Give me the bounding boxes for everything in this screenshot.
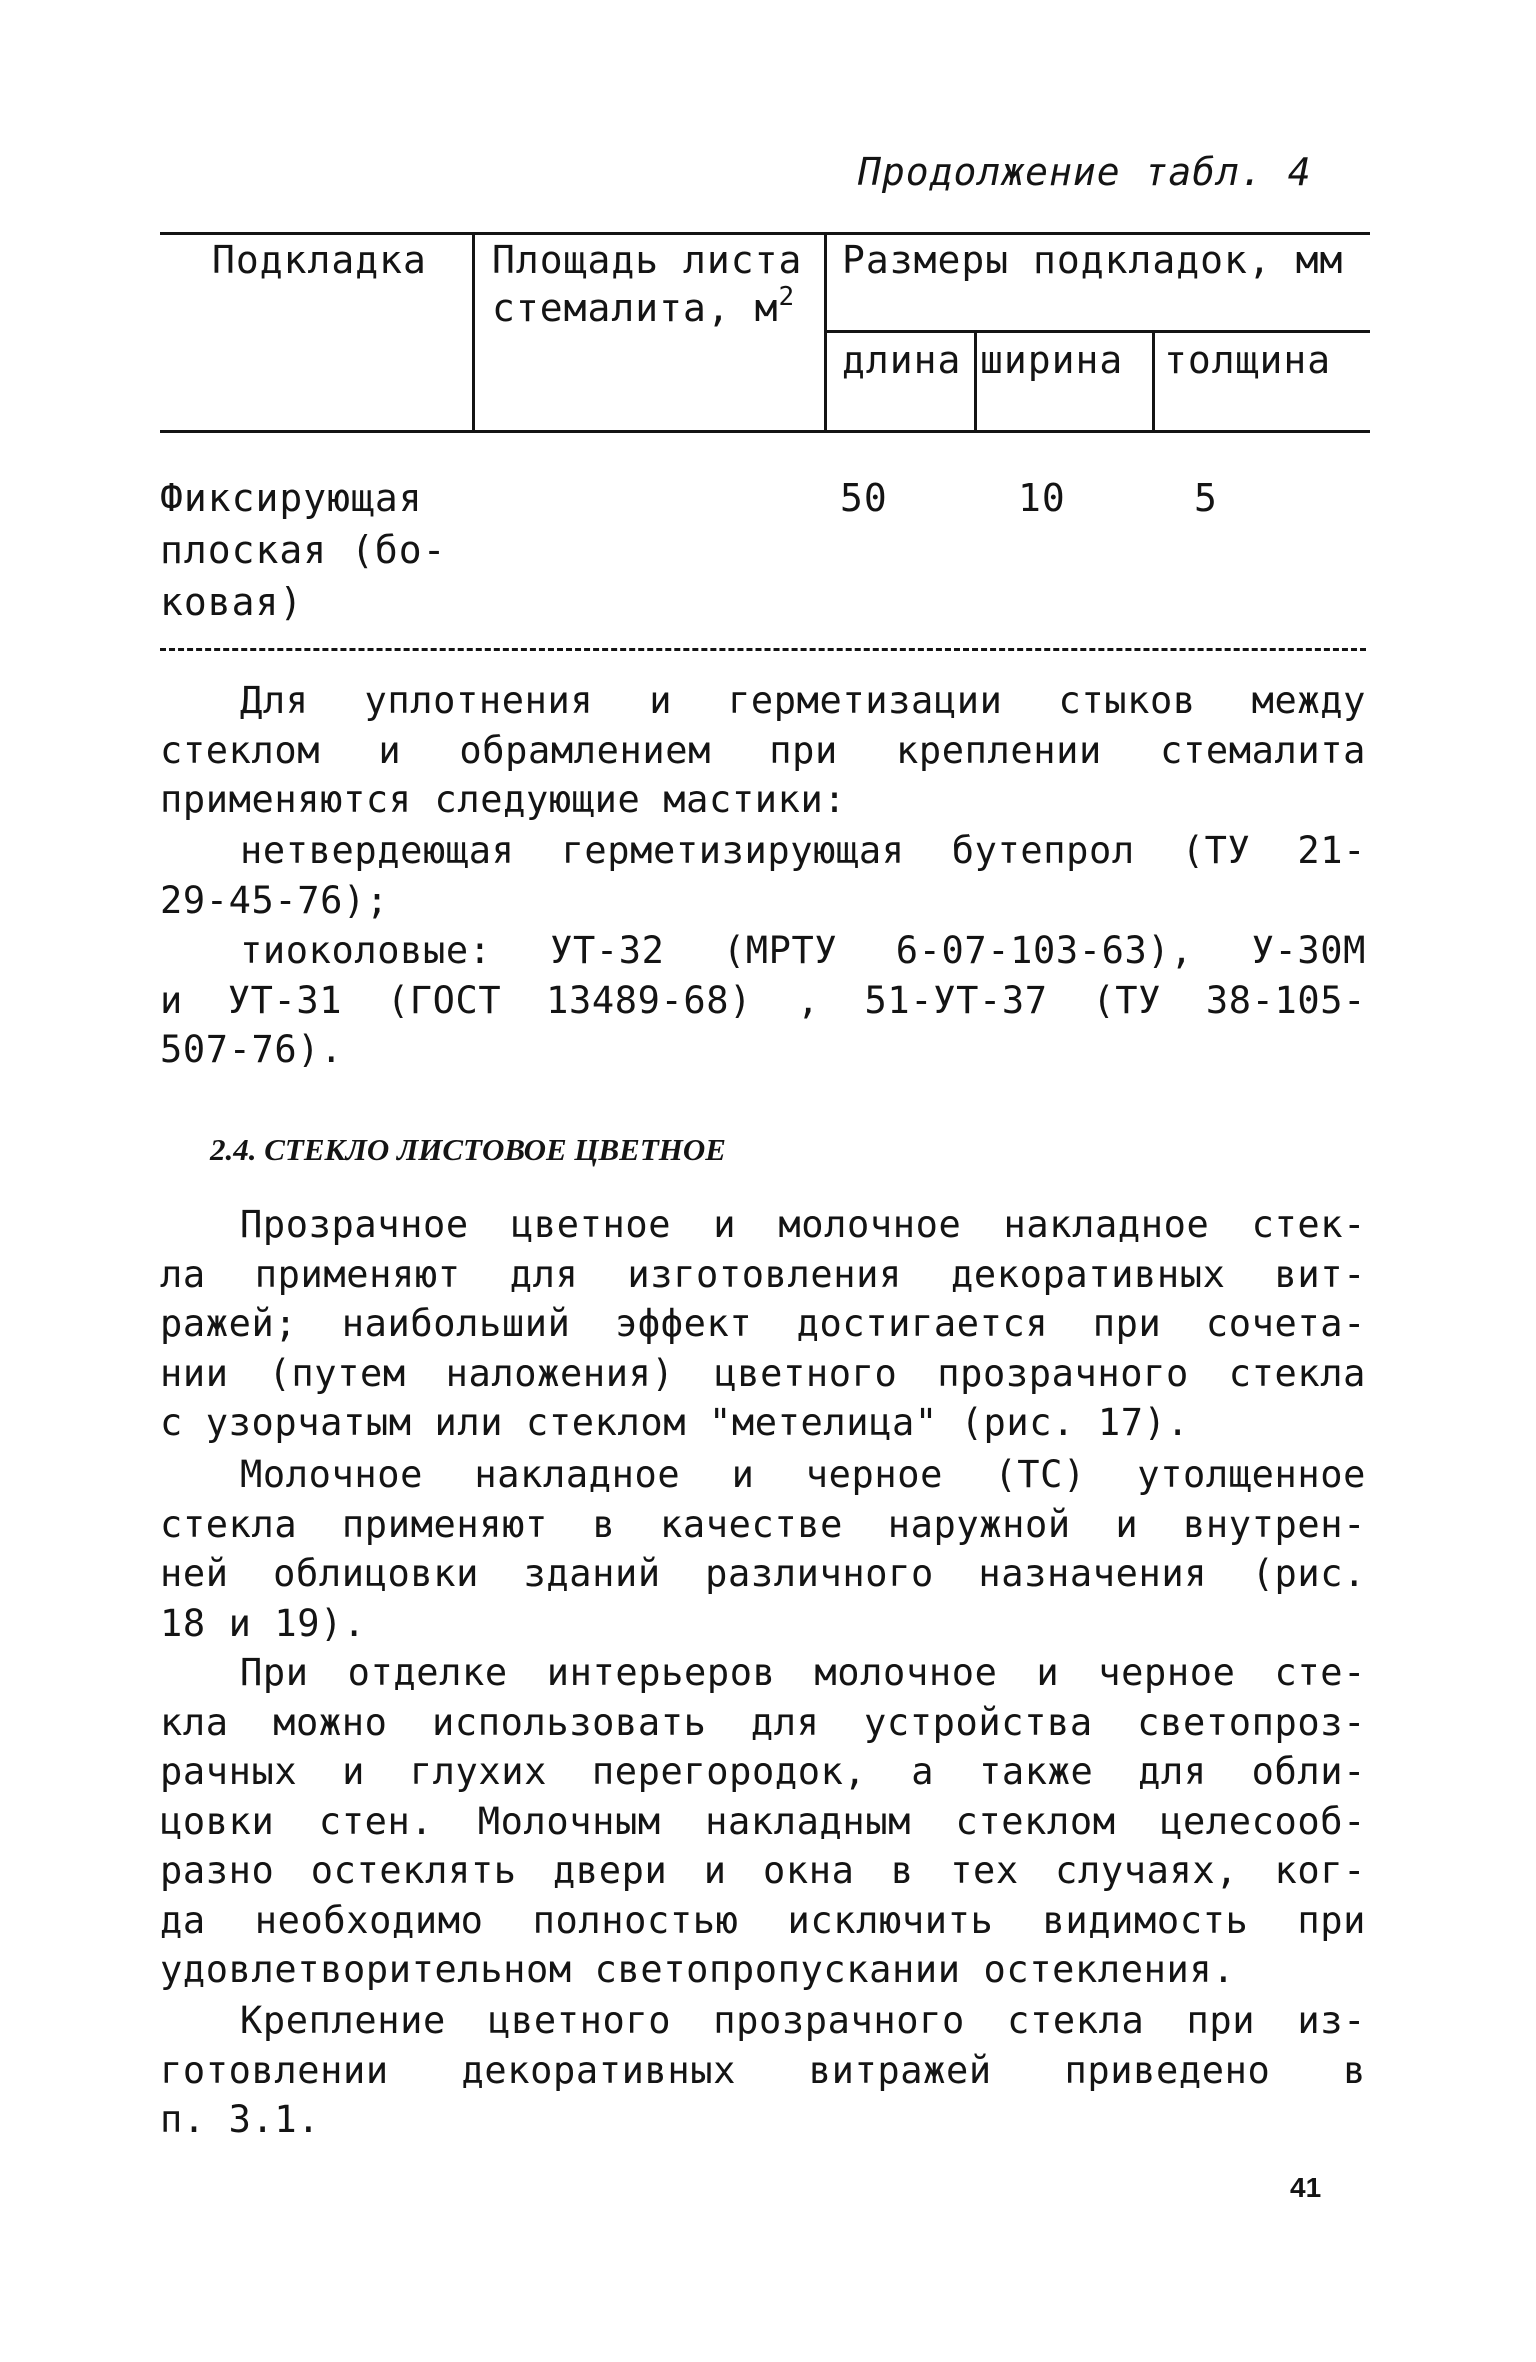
header-area-line2 — [492, 282, 796, 330]
text-line: ла применяют для изготовления декоративных вит- — [160, 1252, 1366, 1296]
text-line: удовлетворительном светопропускании остекления. — [160, 1948, 1236, 1991]
row-thickness: 5 — [1194, 476, 1218, 520]
text-line: стеклом и обрамлением при креплении стемалита — [160, 728, 1366, 772]
paragraph-colored-glass — [160, 1200, 1366, 1448]
header-area-unit: стемалита, м — [492, 286, 779, 330]
text-line: ражей; наибольший эффект достигается при сочета- — [160, 1302, 1366, 1345]
header-area-superscript: 2 — [778, 282, 796, 312]
text-line: тиоколовые: УТ-32 (МРТУ 6-07-103-63), У-30М — [240, 929, 1366, 972]
text-line: ней облицовки зданий различного назначения (рис. — [160, 1552, 1366, 1595]
paragraph-interiors — [160, 1648, 1366, 1995]
header-sizes-group: Размеры подкладок, мм — [842, 238, 1344, 282]
text-line: цовки стен. Молочным накладным стеклом целесооб- — [160, 1799, 1366, 1843]
header-thickness: толщина — [1164, 338, 1332, 382]
header-padding: Подкладка — [212, 238, 427, 282]
text-line: нетвердеющая герметизирующая бутепрол (ТУ 21- — [240, 829, 1366, 872]
table-col-divider-2 — [824, 232, 827, 432]
table-end-dashed-rule — [160, 648, 1366, 651]
header-width: ширина — [980, 338, 1124, 382]
row-name-line2: плоская (бо- — [160, 528, 447, 572]
text-line: готовлении декоративных витражей приведено в — [160, 2048, 1366, 2092]
table-subheader-rule — [826, 330, 1370, 333]
text-line: 29-45-76); — [160, 878, 389, 922]
text-line: Молочное накладное и черное (ТС) утолщенное — [240, 1453, 1366, 1496]
row-length: 50 — [840, 476, 888, 520]
table-caption: Продолжение табл. 4 — [858, 150, 1312, 194]
paragraph-fixing — [160, 1996, 1366, 2145]
text-line: Для уплотнения и герметизации стыков между — [240, 679, 1366, 722]
table-col-divider-4 — [1152, 330, 1155, 432]
header-area-line1: Площадь листа — [492, 238, 803, 282]
text-line: Крепление цветного прозрачного стекла при из- — [240, 1999, 1366, 2042]
page-number: 41 — [1290, 2172, 1322, 2203]
text-line: стекла применяют в качестве наружной и внутрен- — [160, 1502, 1366, 1546]
text-line: и УТ-31 (ГОСТ 13489-68) , 51-УТ-37 (ТУ 38-105- — [160, 978, 1366, 1022]
row-width: 10 — [1018, 476, 1066, 520]
text-line: нии (путем наложения) цветного прозрачного стекла — [160, 1351, 1366, 1395]
text-line: применяются следующие мастики: — [160, 778, 847, 821]
text-line: Прозрачное цветное и молочное накладное стек- — [240, 1203, 1366, 1246]
row-name-line1: Фиксирующая — [160, 476, 423, 520]
paragraph-milk-black-glass — [160, 1450, 1366, 1648]
table-header-bottom-rule — [160, 430, 1370, 433]
text-line: 507-76). — [160, 1028, 344, 1071]
row-name-line3: ковая) — [160, 580, 304, 624]
table-top-rule — [160, 232, 1370, 235]
text-line: кла можно использовать для устройства светопроз- — [160, 1700, 1366, 1744]
text-line: 18 и 19). — [160, 1601, 366, 1645]
paragraph-thiokol — [160, 926, 1366, 1075]
table-col-divider-1 — [472, 232, 475, 432]
text-line: да необходимо полностью исключить видимость при — [160, 1898, 1366, 1942]
paragraph-butepro — [160, 826, 1366, 925]
table-col-divider-3 — [974, 330, 977, 432]
text-line: с узорчатым или стеклом "метелица" (рис. 17). — [160, 1401, 1190, 1444]
header-length: длина — [842, 338, 962, 382]
text-line: п. 3.1. — [160, 2098, 321, 2141]
section-title: 2.4. СТЕКЛО ЛИСТОВОЕ ЦВЕТНОЕ — [210, 1132, 726, 1167]
text-line: разно остеклять двери и окна в тех случаях, ког- — [160, 1849, 1366, 1892]
text-line: рачных и глухих перегородок, а также для обли- — [160, 1750, 1366, 1793]
text-line: При отделке интерьеров молочное и черное сте- — [240, 1651, 1366, 1694]
paragraph-mastics-intro — [160, 676, 1366, 825]
